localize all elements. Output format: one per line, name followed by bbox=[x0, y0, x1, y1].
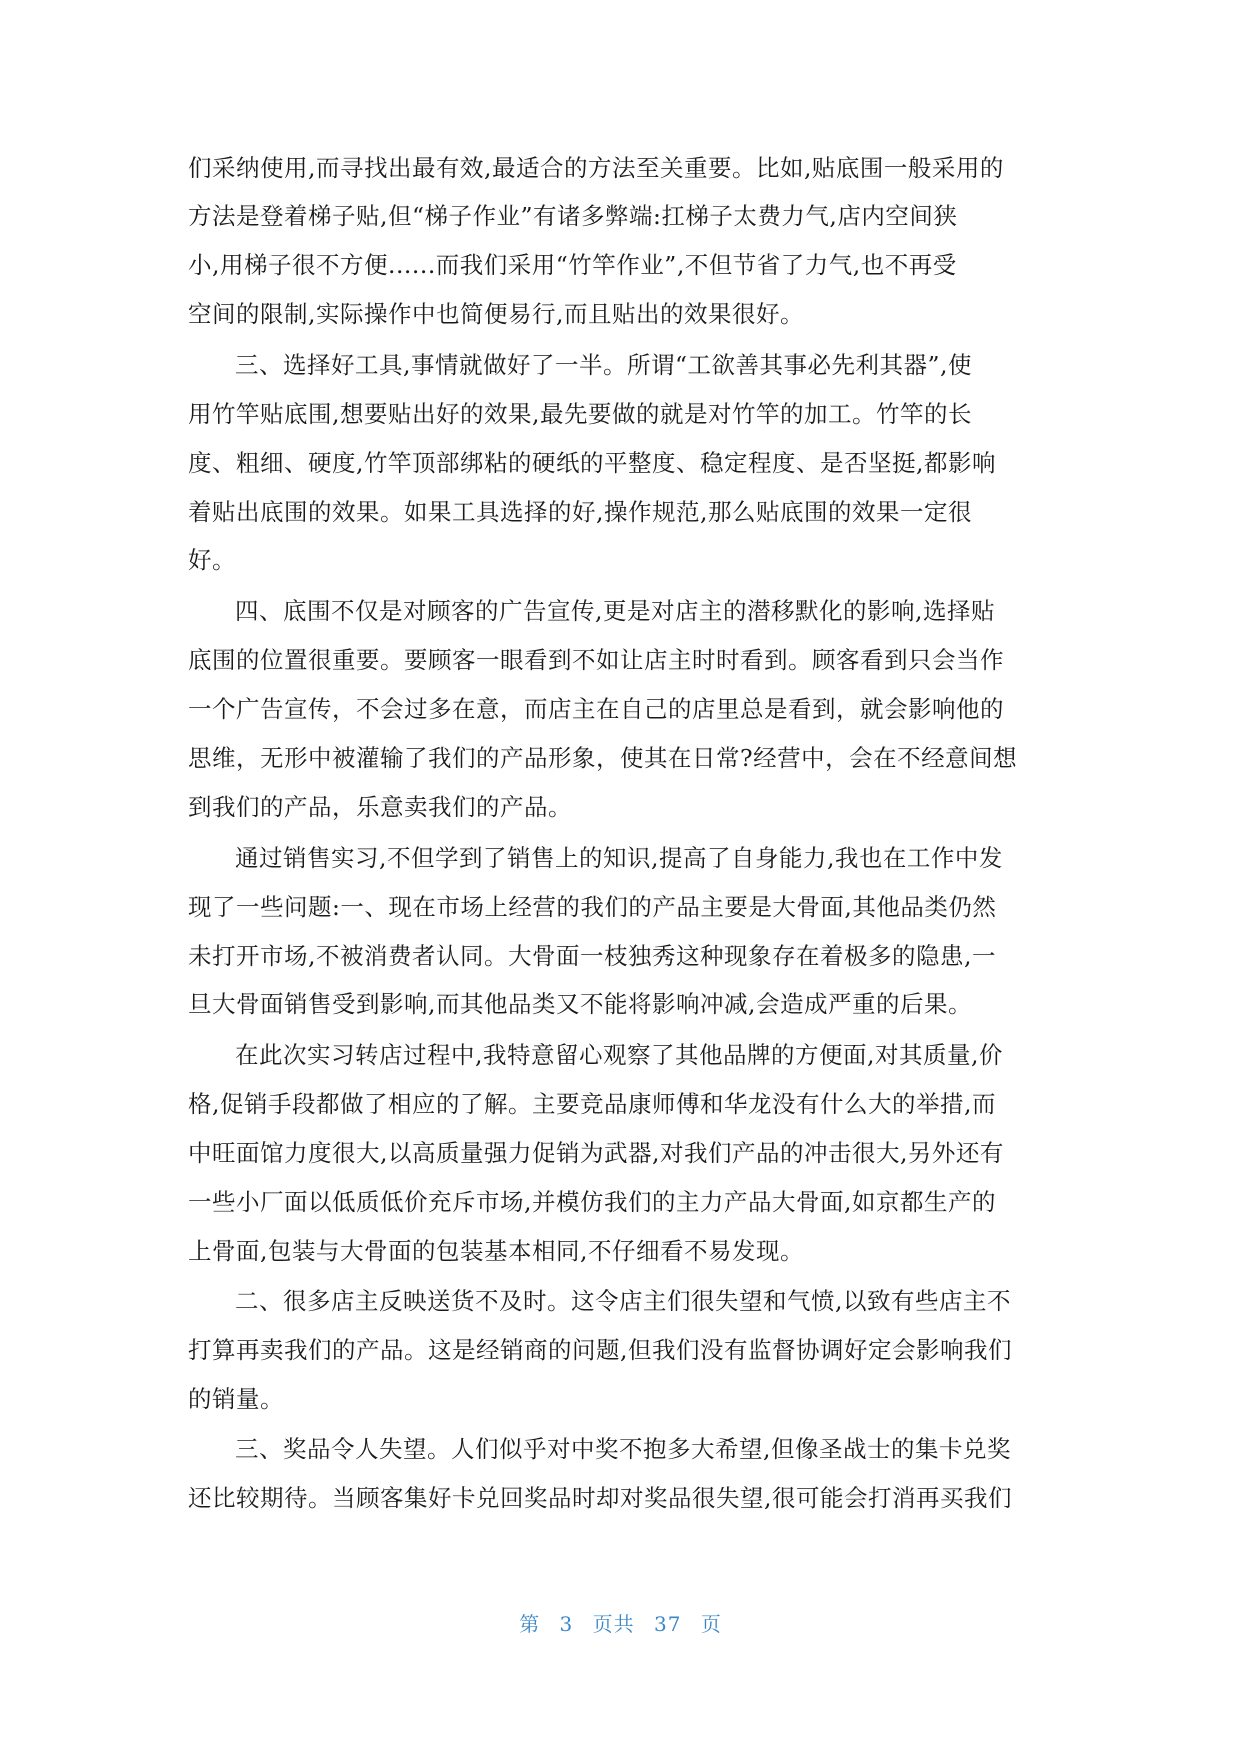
paragraph-start-line: 三、选择好工具,事情就做好了一半。所谓“工欲善其事必先利其器”,使 bbox=[235, 351, 972, 379]
paragraph-start-line: 四、底围不仅是对顾客的广告宣传,更是对店主的潜移默化的影响,选择贴 bbox=[235, 597, 995, 625]
footer-middle: 页共 bbox=[592, 1612, 635, 1636]
text-line: 思维，无形中被灌输了我们的产品形象，使其在日常?经营中，会在不经意间想 bbox=[188, 744, 1018, 772]
text-line: 还比较期待。当顾客集好卡兑回奖品时却对奖品很失望,很可能会打消再买我们 bbox=[188, 1484, 1012, 1512]
text-line: 空间的限制,实际操作中也简便易行,而且贴出的效果很好。 bbox=[188, 300, 804, 328]
text-line: 底围的位置很重要。要顾客一眼看到不如让店主时时看到。顾客看到只会当作 bbox=[188, 646, 1004, 674]
text-line: 度、粗细、硬度,竹竿顶部绑粘的硬纸的平整度、稳定程度、是否坚挺,都影响 bbox=[188, 449, 996, 477]
paragraph-start-line: 三、奖品令人失望。人们似乎对中奖不抱多大希望,但像圣战士的集卡兑奖 bbox=[235, 1435, 1011, 1463]
page-footer bbox=[0, 1608, 1241, 1637]
text-line: 着贴出底围的效果。如果工具选择的好,操作规范,那么贴底围的效果一定很 bbox=[188, 498, 972, 526]
text-line: 的销量。 bbox=[188, 1385, 284, 1413]
text-line: 格,促销手段都做了相应的了解。主要竞品康师傅和华龙没有什么大的举措,而 bbox=[188, 1090, 996, 1118]
paragraph-start-line: 二、很多店主反映送货不及时。这令店主们很失望和气愤,以致有些店主不 bbox=[235, 1287, 1011, 1315]
text-line: 用竹竿贴底围,想要贴出好的效果,最先要做的就是对竹竿的加工。竹竿的长 bbox=[188, 400, 972, 428]
text-line: 打算再卖我们的产品。这是经销商的问题,但我们没有监督协调好定会影响我们 bbox=[188, 1336, 1012, 1364]
text-line: 现了一些问题:一、现在市场上经营的我们的产品主要是大骨面,其他品类仍然 bbox=[188, 893, 997, 921]
total-page-count: 37 bbox=[654, 1612, 682, 1636]
text-line: 旦大骨面销售受到影响,而其他品类又不能将影响冲减,会造成严重的后果。 bbox=[188, 990, 972, 1018]
text-line: 们采纳使用,而寻找出最有效,最适合的方法至关重要。比如,贴底围一般采用的 bbox=[188, 154, 1004, 182]
current-page-number: 3 bbox=[559, 1612, 574, 1636]
text-line: 一个广告宣传，不会过多在意，而店主在自己的店里总是看到，就会影响他的 bbox=[188, 695, 1004, 723]
text-line: 未打开市场,不被消费者认同。大骨面一枝独秀这种现象存在着极多的隐患,一 bbox=[188, 942, 996, 970]
text-line: 一些小厂面以低质低价充斥市场,并模仿我们的主力产品大骨面,如京都生产的 bbox=[188, 1188, 996, 1216]
text-line: 上骨面,包装与大骨面的包装基本相同,不仔细看不易发现。 bbox=[188, 1237, 804, 1265]
text-line: 到我们的产品，乐意卖我们的产品。 bbox=[188, 793, 572, 821]
text-line: 小,用梯子很不方便......而我们采用“竹竿作业”,不但节省了力气,也不再受 bbox=[188, 251, 957, 279]
text-line: 好。 bbox=[188, 546, 236, 574]
paragraph-start-line: 通过销售实习,不但学到了销售上的知识,提高了自身能力,我也在工作中发 bbox=[235, 844, 1003, 872]
text-line: 方法是登着梯子贴,但“梯子作业”有诸多弊端:扛梯子太费力气,店内空间狭 bbox=[188, 202, 958, 230]
footer-suffix: 页 bbox=[700, 1612, 722, 1636]
paragraph-start-line: 在此次实习转店过程中,我特意留心观察了其他品牌的方便面,对其质量,价 bbox=[235, 1041, 1003, 1069]
footer-prefix: 第 bbox=[519, 1612, 541, 1636]
text-line: 中旺面馆力度很大,以高质量强力促销为武器,对我们产品的冲击很大,另外还有 bbox=[188, 1139, 1004, 1167]
